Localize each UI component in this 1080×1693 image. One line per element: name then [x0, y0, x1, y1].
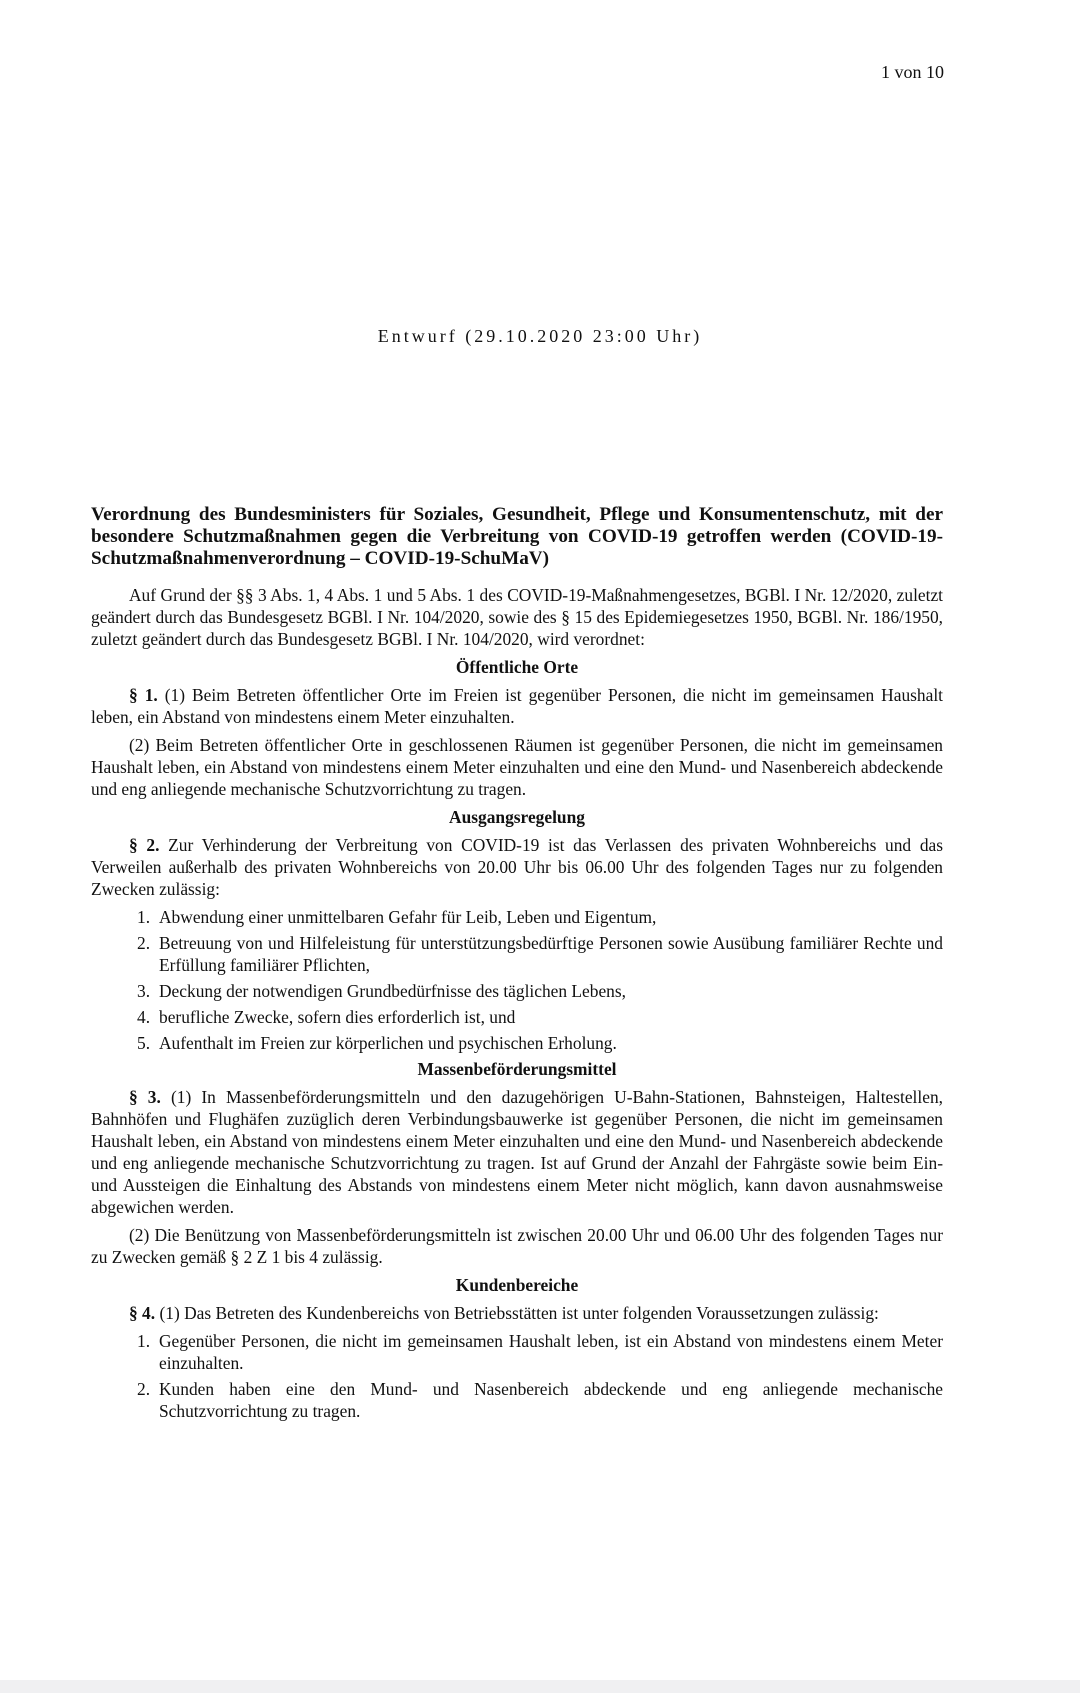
- list-item-number: 1.: [137, 1331, 151, 1351]
- list-item-text: Abwendung einer unmittelbaren Gefahr für Leib, Leben und Eigentum,: [159, 907, 657, 927]
- draft-note: Entwurf (29.10.2020 23:00 Uhr): [377, 326, 703, 346]
- section-4-paragraph-1: [91, 1302, 943, 1324]
- section-4-heading: Kundenbereiche: [455, 1275, 579, 1295]
- section-1-heading: Öffentliche Orte: [455, 657, 579, 677]
- section-4-mark: § 4.: [129, 1303, 156, 1323]
- section-1-paragraph-1: [91, 684, 943, 728]
- list-item: [91, 1032, 943, 1054]
- list-item-text: Deckung der notwendigen Grundbedürfnisse des täglichen Lebens,: [159, 981, 626, 1001]
- section-3-mark: § 3.: [129, 1087, 161, 1107]
- list-item: [91, 932, 943, 976]
- list-item-text: Betreuung von und Hilfeleistung für unterstützungsbedürftige Personen sowie Ausübung familiärer Rechte und Erfüllung familiärer Pflichten,: [159, 933, 943, 975]
- section-2-mark: § 2.: [129, 835, 160, 855]
- list-item-text: Aufenthalt im Freien zur körperlichen und psychischen Erholung.: [159, 1033, 617, 1053]
- list-item: [91, 1330, 943, 1374]
- document-body: [91, 504, 943, 1426]
- list-item-text: berufliche Zwecke, sofern dies erforderlich ist, und: [159, 1007, 516, 1027]
- section-3-paragraph-1-text: (1) In Massenbeförderungsmitteln und den dazugehörigen U-Bahn-Stationen, Bahnsteigen, Haltestellen, Bahnhöfen und Flughäfen zuzüglich deren Verbindungsbauwerke ist gegenüber Personen, die nicht im gemeinsamen Haushalt leben, ein Abstand von mindestens einem Meter einzuhalten und eine den Mund- und Nasenbereich abdeckende und eng anliegende mechanische Schutzvorrichtung zu tragen. Ist auf Grund der Anzahl der Fahrgäste sowie beim Ein- und Aussteigen die Einhaltung des Abstands von mindestens einem Meter nicht möglich, kann davon ausnahmsweise abgewichen werden.: [91, 1087, 943, 1217]
- section-2-list: [91, 906, 943, 1054]
- list-item-number: 5.: [137, 1033, 151, 1053]
- list-item: [91, 980, 943, 1002]
- list-item-text: Kunden haben eine den Mund- und Nasenbereich abdeckende und eng anliegende mechanische Schutzvorrichtung zu tragen.: [159, 1379, 943, 1421]
- list-item-number: 3.: [137, 981, 151, 1001]
- viewer-bottom-strip: [0, 1680, 1080, 1693]
- list-item: [91, 1006, 943, 1028]
- preamble: Auf Grund der §§ 3 Abs. 1, 4 Abs. 1 und 5 Abs. 1 des COVID-19-Maßnahmengesetzes, BGBl. I Nr. 12/2020, zuletzt geändert durch das Bundesgesetz BGBl. I Nr. 104/2020, sowie des § 15 des Epidemiegesetzes 1950, BGBl. Nr. 186/1950, zuletzt geändert durch das Bundesgesetz BGBl. I Nr. 104/2020, wird verordnet:: [91, 585, 943, 649]
- section-3-paragraph-1: [91, 1086, 943, 1218]
- section-1-paragraph-2: (2) Beim Betreten öffentlicher Orte in geschlossenen Räumen ist gegenüber Personen, die nicht im gemeinsamen Haushalt leben, ein Abstand von mindestens einem Meter einzuhalten und eine den Mund- und Nasenbereich abdeckende und eng anliegende mechanische Schutzvorrichtung zu tragen.: [91, 735, 943, 799]
- section-1-paragraph-1-text: (1) Beim Betreten öffentlicher Orte im Freien ist gegenüber Personen, die nicht im gemeinsamen Haushalt leben, ein Abstand von mindestens einem Meter einzuhalten.: [91, 685, 943, 727]
- list-item-number: 2.: [137, 1379, 151, 1399]
- section-2-heading: Ausgangsregelung: [449, 807, 585, 827]
- section-4-list: [91, 1330, 943, 1422]
- page-number: 1 von 10: [881, 62, 944, 82]
- regulation-title: Verordnung des Bundesministers für Soziales, Gesundheit, Pflege und Konsumentenschutz, mit der besondere Schutzmaßnahmen gegen die Verbreitung von COVID-19 getroffen werden (COVID-19-Schutzmaßnahmenverordnung – COVID-19-SchuMaV): [91, 504, 943, 569]
- section-3-heading: Massenbeförderungsmittel: [417, 1059, 617, 1079]
- section-1-mark: § 1.: [129, 685, 158, 705]
- section-4-paragraph-1-text: (1) Das Betreten des Kundenbereichs von Betriebsstätten ist unter folgenden Voraussetzungen zulässig:: [159, 1303, 879, 1323]
- list-item: [91, 1378, 943, 1422]
- list-item: [91, 906, 943, 928]
- section-2-paragraph-1-text: Zur Verhinderung der Verbreitung von COVID-19 ist das Verlassen des privaten Wohnbereichs und das Verweilen außerhalb des privaten Wohnbereichs von 20.00 Uhr bis 06.00 Uhr des folgenden Tages nur zu folgenden Zwecken zulässig:: [91, 835, 943, 899]
- list-item-number: 4.: [137, 1007, 151, 1027]
- section-2-paragraph-1: [91, 834, 943, 900]
- list-item-text: Gegenüber Personen, die nicht im gemeinsamen Haushalt leben, ist ein Abstand von mindestens einem Meter einzuhalten.: [159, 1331, 943, 1373]
- list-item-number: 2.: [137, 933, 151, 953]
- section-3-paragraph-2: (2) Die Benützung von Massenbeförderungsmitteln ist zwischen 20.00 Uhr und 06.00 Uhr des folgenden Tages nur zu Zwecken gemäß § 2 Z 1 bis 4 zulässig.: [91, 1225, 943, 1267]
- list-item-number: 1.: [137, 907, 151, 927]
